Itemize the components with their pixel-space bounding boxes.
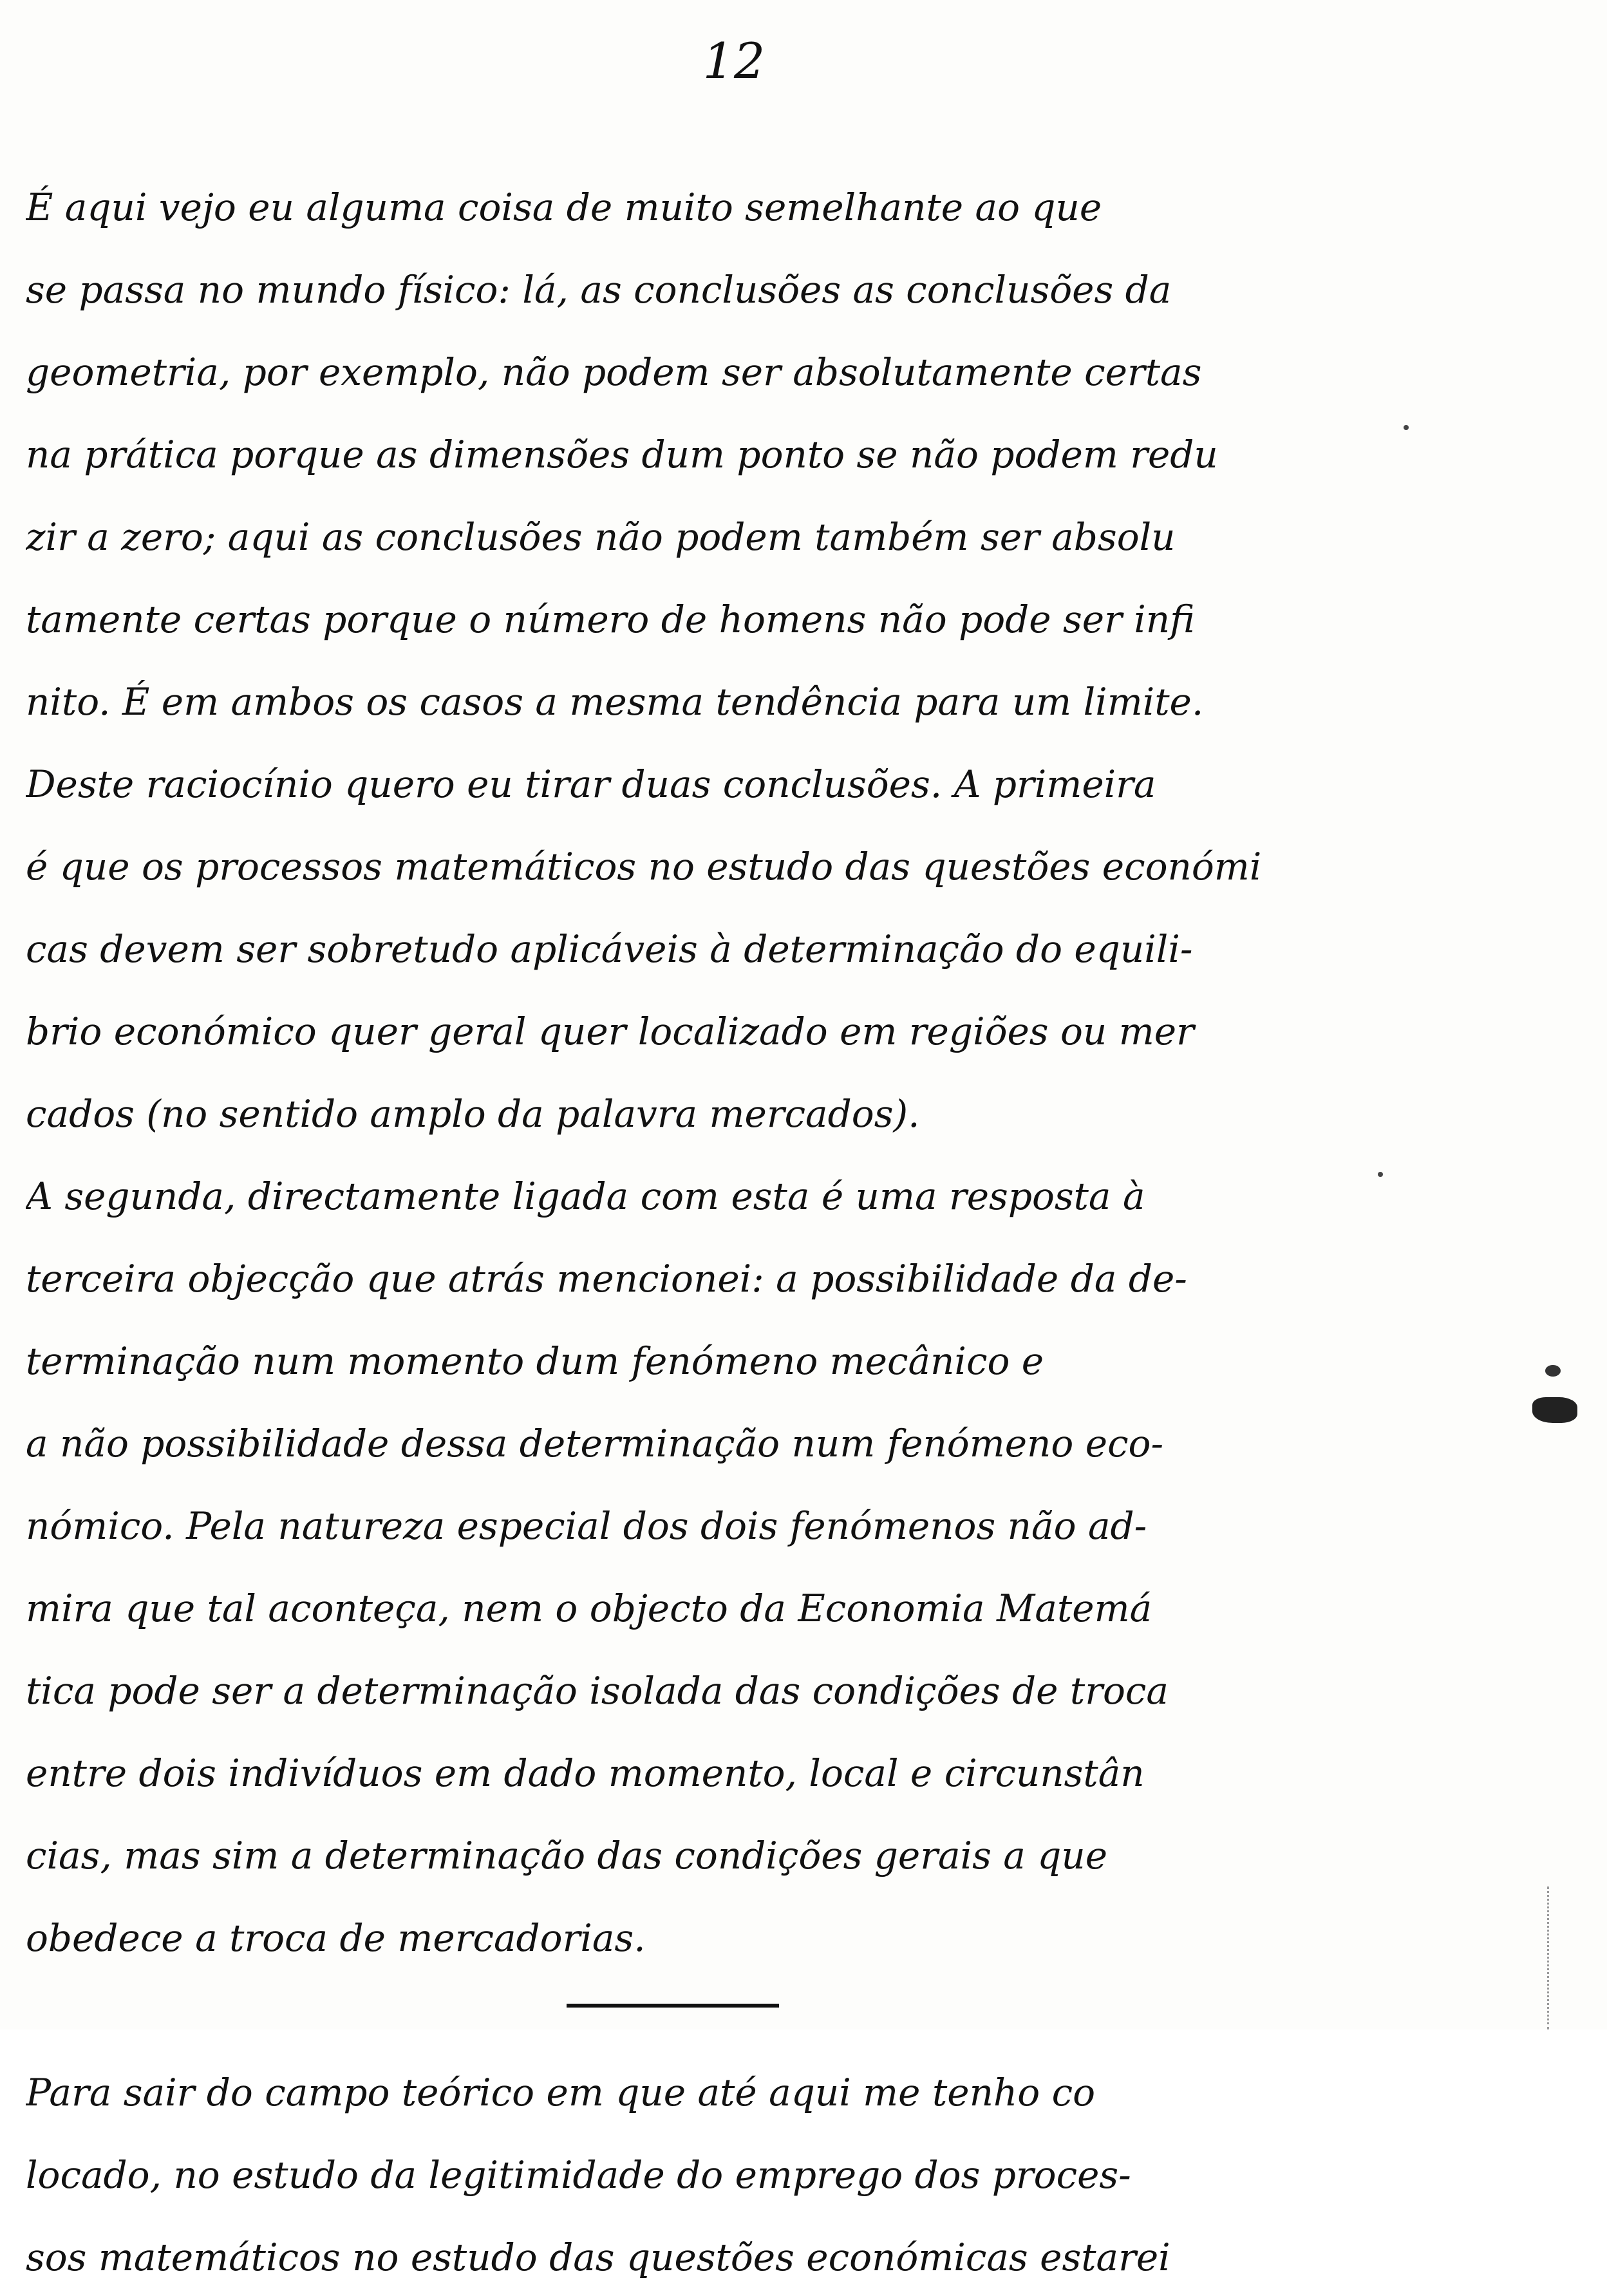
text-line: tamente certas porque o número de homens não pode ser infi [26,598,1195,641]
text-line: na prática porque as dimensões dum ponto se não podem redu [26,433,1218,476]
text-line: tica pode ser a determinação isolada das condições de troca [26,1669,1169,1713]
page-number: 12 [702,32,766,89]
scan-edge [1547,1887,1607,2029]
text-line: A segunda, directamente ligada com esta é uma resposta à [26,1174,1145,1218]
text-line: é que os processos matemáticos no estudo das questões económi [26,845,1262,889]
text-line: É aqui vejo eu alguma coisa de muito semelhante ao que [26,185,1102,229]
text-line: a não possibilidade dessa determinação num fenómeno eco- [26,1422,1164,1465]
text-line: cias, mas sim a determinação das condições gerais a que [26,1834,1108,1877]
text-line: geometria, por exemplo, não podem ser absolutamente certas [26,350,1202,394]
text-line: Para sair do campo teórico em que até aqui me tenho co [26,2071,1096,2114]
text-line: terminação num momento dum fenómeno mecânico e [26,1339,1044,1383]
scan-blot [1532,1397,1577,1423]
text-line: Deste raciocínio quero eu tirar duas conclusões. A primeira [26,762,1156,806]
stray-mark [1404,425,1409,430]
text-line: entre dois indivíduos em dado momento, local e circunstân [26,1751,1145,1795]
text-line: mira que tal aconteça, nem o objecto da Economia Matemá [26,1586,1152,1630]
text-line: zir a zero; aqui as conclusões não podem também ser absolu [26,515,1176,559]
text-line: nómico. Pela natureza especial dos dois fenómenos não ad- [26,1504,1147,1548]
text-line: locado, no estudo da legitimidade do emprego dos proces- [26,2153,1131,2197]
stray-mark [1378,1172,1383,1177]
text-line: cas devem ser sobretudo aplicáveis à determinação do equili- [26,927,1193,971]
text-line: cados (no sentido amplo da palavra mercados). [26,1092,920,1136]
section-divider [567,2004,779,2008]
text-line: obedece a troca de mercadorias. [26,1916,646,1960]
text-line: sos matemáticos no estudo das questões económicas estarei [26,2235,1170,2279]
text-line: terceira objecção que atrás mencionei: a possibilidade da de- [26,1257,1187,1301]
text-line: se passa no mundo físico: lá, as conclusões as conclusões da [26,268,1172,312]
text-line: nito. É em ambos os casos a mesma tendência para um limite. [26,680,1204,724]
scan-blot [1545,1365,1561,1377]
text-line: brio económico quer geral quer localizado em regiões ou mer [26,1010,1194,1053]
